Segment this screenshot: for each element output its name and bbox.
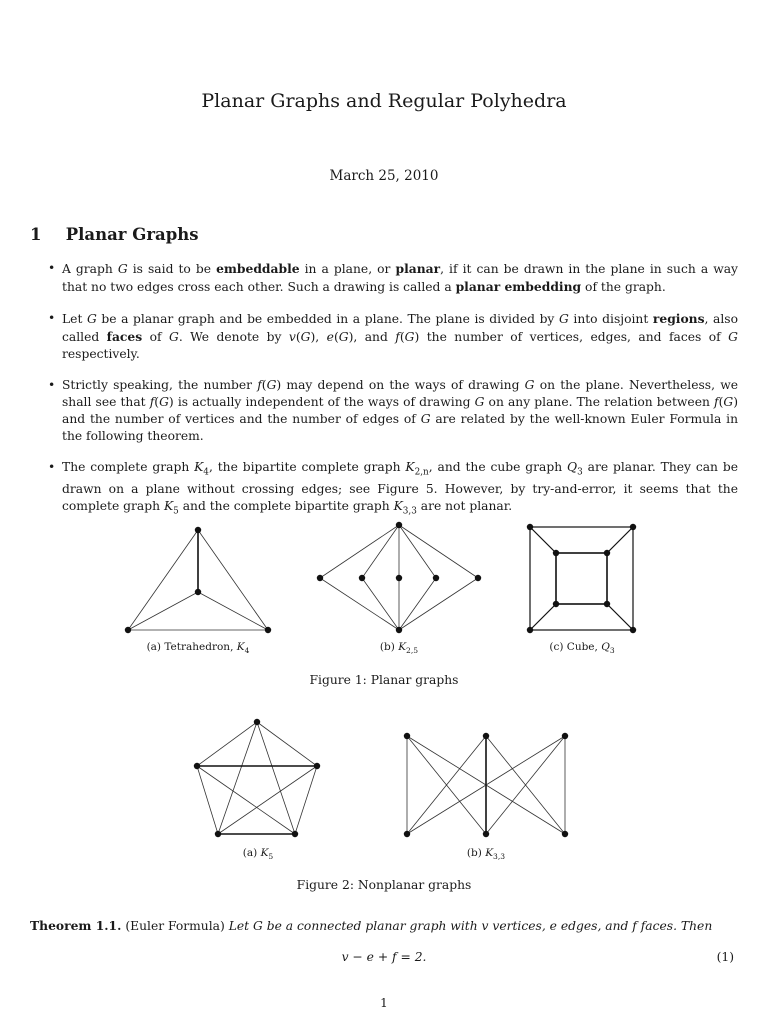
graph-vertex bbox=[562, 733, 568, 739]
graph-vertex bbox=[553, 601, 559, 607]
theorem-statement: Let G be a connected planar graph with v vertices, e edges, and f faces. Then bbox=[228, 919, 713, 933]
graph-vertex bbox=[553, 550, 559, 556]
graph-vertex bbox=[292, 831, 298, 837]
euler-equation: v − e + f = 2. bbox=[341, 950, 427, 964]
subcaption-cube: (c) Cube, $Q_3$ bbox=[549, 641, 615, 656]
graph-vertex bbox=[396, 575, 402, 581]
graph-vertex bbox=[359, 575, 365, 581]
graph-k33 bbox=[407, 736, 565, 834]
theorem-label: Theorem 1.1. bbox=[30, 918, 122, 933]
graph-vertex bbox=[630, 524, 636, 530]
graph-vertex bbox=[125, 627, 131, 633]
graph-tetrahedron bbox=[128, 530, 268, 630]
graph-cube bbox=[530, 527, 633, 630]
graph-vertex bbox=[604, 601, 610, 607]
graph-k5 bbox=[197, 722, 317, 834]
graph-vertex bbox=[475, 575, 481, 581]
subcaption-k25: (b) $K_{2,5}$ bbox=[379, 641, 419, 656]
figure1-caption: Figure 1: Planar graphs bbox=[309, 673, 459, 687]
subcaption-k33: (b) $K_{3,3}$ bbox=[466, 847, 506, 862]
bullet-item: • Strictly speaking, the number f(G) may depend on the ways of drawing G on the plane. Nevertheless, we shall see that f(G) is actually independent of the ways of drawing G on any plane. The relation between f(G) and the number of vertices and the number of edges of G are related by the well-known Euler Formula in the following theorem. bbox=[48, 377, 738, 445]
page-number: 1 bbox=[380, 996, 388, 1010]
graph-vertex bbox=[483, 831, 489, 837]
graph-vertex bbox=[194, 763, 200, 769]
graph-vertex bbox=[527, 524, 533, 530]
graph-vertex bbox=[396, 627, 402, 633]
subcaption-k5: (a) $K_5$ bbox=[242, 847, 274, 862]
graph-vertex bbox=[630, 627, 636, 633]
graph-vertex bbox=[396, 522, 402, 528]
graph-vertex bbox=[562, 831, 568, 837]
document-title: Planar Graphs and Regular Polyhedra bbox=[201, 90, 567, 112]
graph-vertex bbox=[404, 733, 410, 739]
graph-vertex bbox=[483, 733, 489, 739]
graph-vertex bbox=[317, 575, 323, 581]
equation-number: (1) bbox=[716, 950, 734, 964]
graph-vertex bbox=[433, 575, 439, 581]
bullet-item: • The complete graph $K_4$, the bipartite complete graph $K_{2,n}$, and the cube graph $Q_3$ are planar. They can be drawn on a plane without crossing edges; see Figure 5. However, by try-and-error, it seems that the complete graph $K_5$ and the complete bipartite graph $K_{3,3}$ are not planar. bbox=[48, 459, 738, 521]
graph-vertex bbox=[527, 627, 533, 633]
graph-vertex bbox=[195, 527, 201, 533]
graph-vertex bbox=[254, 719, 260, 725]
figure2-caption: Figure 2: Nonplanar graphs bbox=[296, 878, 472, 892]
theorem-name: (Euler Formula) bbox=[125, 919, 225, 933]
graph-vertex bbox=[215, 831, 221, 837]
document-date: March 25, 2010 bbox=[329, 168, 439, 184]
graph-vertex bbox=[314, 763, 320, 769]
bullet-item: • A graph G is said to be embeddable in a plane, or planar, if it can be drawn in the plane in such a way that no two edges cross each other. Such a drawing is called a planar embedding of the graph. bbox=[48, 260, 738, 296]
graph-vertex bbox=[604, 550, 610, 556]
section-title: Planar Graphs bbox=[65, 225, 199, 244]
graph-vertex bbox=[265, 627, 271, 633]
subcaption-tetrahedron: (a) Tetrahedron, $K_4$ bbox=[146, 641, 250, 656]
graph-vertex bbox=[404, 831, 410, 837]
bullet-item: • Let G be a planar graph and be embedded in a plane. The plane is divided by G into disjoint regions, also called faces of G. We denote by v(G), e(G), and f(G) the number of vertices, edges, and faces of G respectively. bbox=[48, 310, 738, 363]
theorem bbox=[30, 918, 738, 933]
graph-vertex bbox=[195, 589, 201, 595]
section-number: 1 bbox=[30, 225, 42, 244]
